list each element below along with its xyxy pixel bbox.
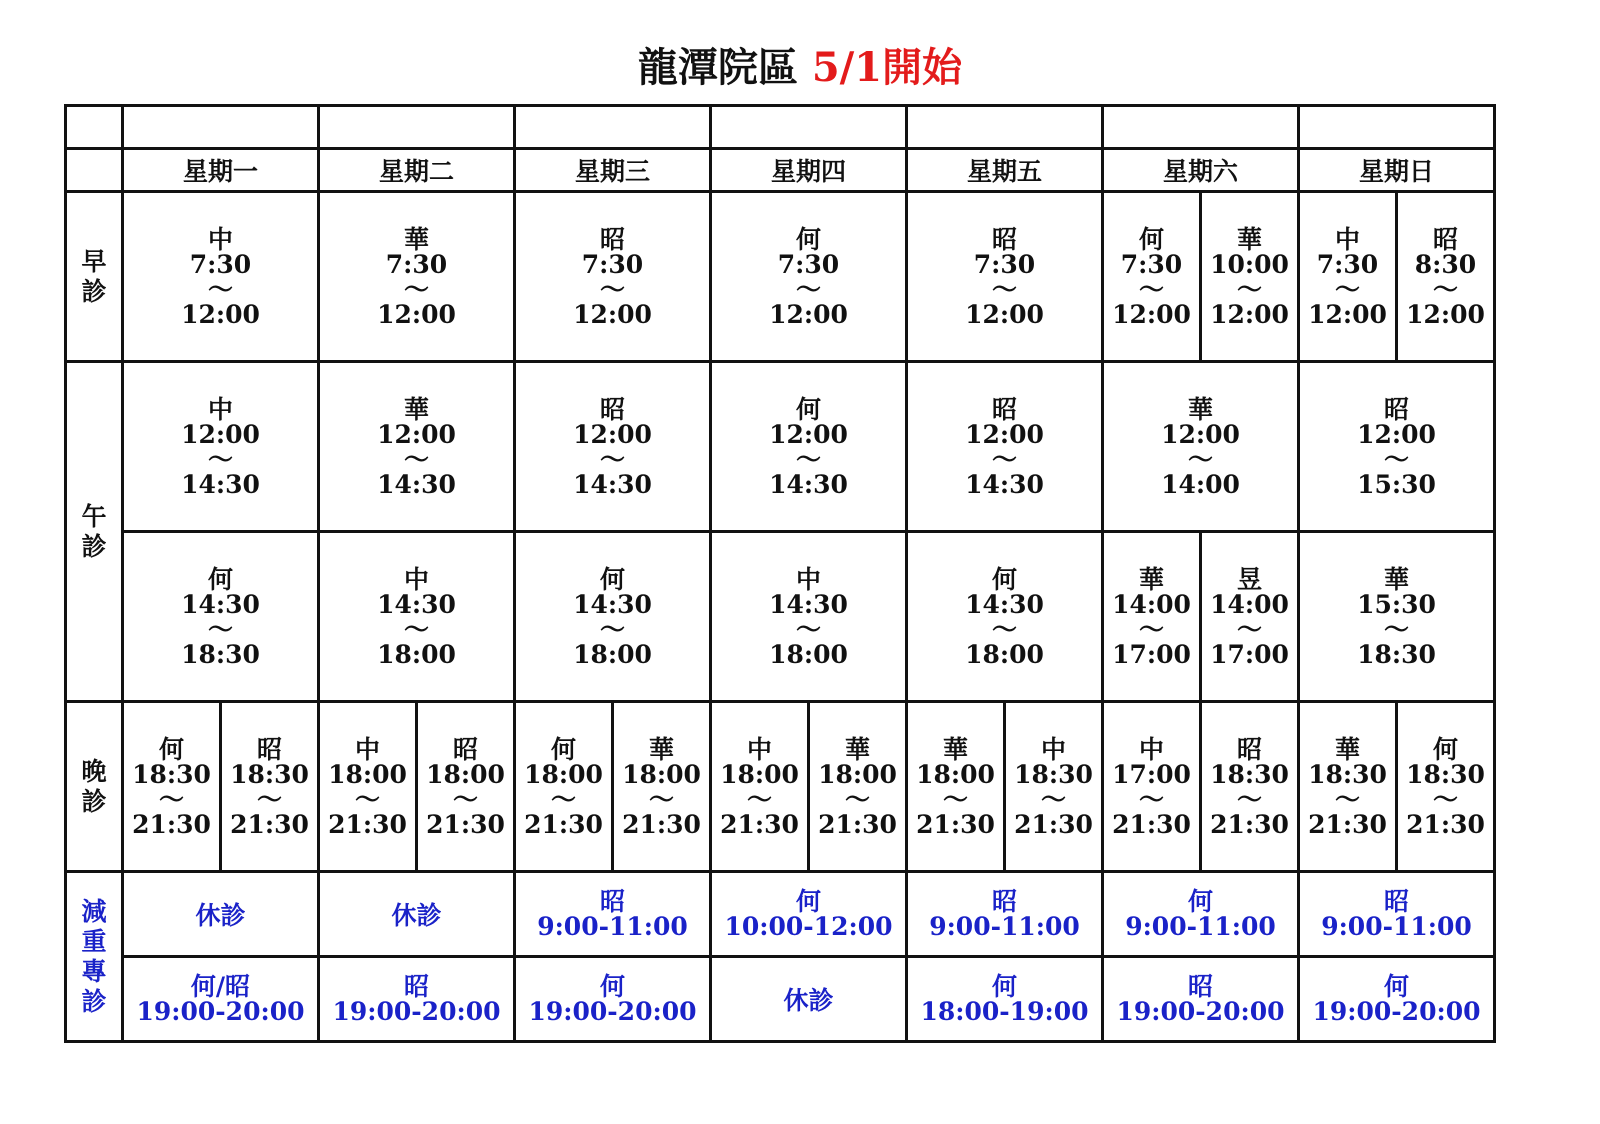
page-title: [0, 38, 1600, 98]
day-saturday: 星期六: [1103, 149, 1299, 192]
weight-slot: 何 10:00-12:00: [711, 872, 907, 957]
weight-slot: 何 19:00-20:00: [1299, 957, 1495, 1042]
afternoon-slot: 中 14:30 ～ 18:00: [711, 532, 907, 702]
weight-slot: 何 19:00-20:00: [515, 957, 711, 1042]
weight-slot: 何/昭 19:00-20:00: [123, 957, 319, 1042]
clinic-schedule-table: [64, 104, 1496, 1043]
day-sunday: 星期日: [1299, 149, 1495, 192]
morning-slot: 華 10:00 ～ 12:00: [1201, 192, 1299, 362]
afternoon-slot: 華 15:30 ～ 18:30: [1299, 532, 1495, 702]
morning-slot: 華 7:30 ～ 12:00: [319, 192, 515, 362]
morning-slot: 昭 8:30 ～ 12:00: [1397, 192, 1495, 362]
evening-slot: 昭 18:30 ～ 21:30: [1201, 702, 1299, 872]
morning-slot: 何 7:30 ～ 12:00: [1103, 192, 1201, 362]
evening-slot: 中 17:00 ～ 21:30: [1103, 702, 1201, 872]
afternoon-slot: 華 12:00 ～ 14:00: [1103, 362, 1299, 532]
afternoon-slot: 昭 12:00 ～ 15:30: [1299, 362, 1495, 532]
evening-slot: 何 18:00 ～ 21:30: [515, 702, 613, 872]
morning-slot: 昭 7:30 ～ 12:00: [515, 192, 711, 362]
weight-slot-closed: 休診: [319, 872, 515, 957]
afternoon-slot: 昭 12:00 ～ 14:30: [907, 362, 1103, 532]
evening-slot: 昭 18:00 ～ 21:30: [417, 702, 515, 872]
morning-slot: 中 7:30 ～ 12:00: [1299, 192, 1397, 362]
afternoon-slot: 何 14:30 ～ 18:30: [123, 532, 319, 702]
weight-slot: 何 9:00-11:00: [1103, 872, 1299, 957]
afternoon-slot: 何 12:00 ～ 14:30: [711, 362, 907, 532]
weight-clinic-row-1: [66, 872, 1495, 957]
weekday-header-row: [66, 149, 1495, 192]
blank-cell: [907, 106, 1103, 149]
evening-slot: 華 18:00 ～ 21:30: [809, 702, 907, 872]
morning-row: [66, 192, 1495, 362]
weight-slot-closed: 休診: [711, 957, 907, 1042]
blank-cell: [515, 106, 711, 149]
weight-slot: 昭 9:00-11:00: [907, 872, 1103, 957]
evening-slot: 中 18:00 ～ 21:30: [711, 702, 809, 872]
blank-header-row: [66, 106, 1495, 149]
day-tuesday: 星期二: [319, 149, 515, 192]
afternoon-slot: 華 14:00 ～ 17:00: [1103, 532, 1201, 702]
blank-cell: [123, 106, 319, 149]
day-wednesday: 星期三: [515, 149, 711, 192]
morning-slot: 何 7:30 ～ 12:00: [711, 192, 907, 362]
evening-slot: 何 18:30 ～ 21:30: [123, 702, 221, 872]
weight-slot: 昭 19:00-20:00: [1103, 957, 1299, 1042]
evening-slot: 中 18:00 ～ 21:30: [319, 702, 417, 872]
weight-slot-closed: 休診: [123, 872, 319, 957]
title-start-date: 5/1開始: [811, 44, 963, 91]
afternoon-slot: 中 14:30 ～ 18:00: [319, 532, 515, 702]
afternoon-slot: 昭 12:00 ～ 14:30: [515, 362, 711, 532]
row-label-evening: 晚診: [66, 702, 123, 872]
evening-slot: 何 18:30 ～ 21:30: [1397, 702, 1495, 872]
weight-clinic-row-2: [66, 957, 1495, 1042]
blank-cell: [319, 106, 515, 149]
blank-cell: [1103, 106, 1299, 149]
weight-slot: 昭 9:00-11:00: [515, 872, 711, 957]
evening-slot: 昭 18:30 ～ 21:30: [221, 702, 319, 872]
day-thursday: 星期四: [711, 149, 907, 192]
weight-slot: 何 18:00-19:00: [907, 957, 1103, 1042]
weight-slot: 昭 19:00-20:00: [319, 957, 515, 1042]
day-friday: 星期五: [907, 149, 1103, 192]
blank-cell: [711, 106, 907, 149]
blank-cell: [1299, 106, 1495, 149]
morning-slot: 中 7:30 ～ 12:00: [123, 192, 319, 362]
afternoon-row-2: [66, 532, 1495, 702]
weight-slot: 昭 9:00-11:00: [1299, 872, 1495, 957]
day-monday: 星期一: [123, 149, 319, 192]
morning-slot: 昭 7:30 ～ 12:00: [907, 192, 1103, 362]
afternoon-slot: 何 14:30 ～ 18:00: [907, 532, 1103, 702]
corner-cell: [66, 106, 123, 149]
afternoon-slot: 華 12:00 ～ 14:30: [319, 362, 515, 532]
afternoon-row-1: [66, 362, 1495, 532]
corner-cell: [66, 149, 123, 192]
evening-slot: 華 18:00 ～ 21:30: [907, 702, 1005, 872]
row-label-afternoon: 午診: [66, 362, 123, 702]
afternoon-slot: 何 14:30 ～ 18:00: [515, 532, 711, 702]
afternoon-slot: 中 12:00 ～ 14:30: [123, 362, 319, 532]
afternoon-slot: 昱 14:00 ～ 17:00: [1201, 532, 1299, 702]
row-label-morning: 早診: [66, 192, 123, 362]
evening-slot: 華 18:30 ～ 21:30: [1299, 702, 1397, 872]
evening-slot: 中 18:30 ～ 21:30: [1005, 702, 1103, 872]
row-label-weight-clinic: 減重專診: [66, 872, 123, 1042]
title-main: 龍潭院區: [637, 44, 812, 91]
evening-slot: 華 18:00 ～ 21:30: [613, 702, 711, 872]
evening-row: [66, 702, 1495, 872]
